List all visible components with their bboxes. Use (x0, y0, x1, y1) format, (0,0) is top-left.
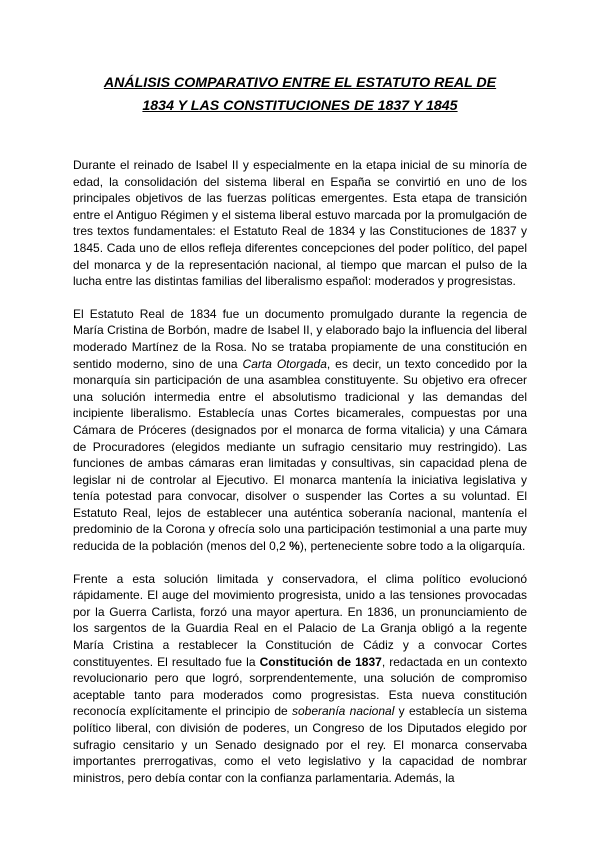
paragraph-text: y establecía un sistema político liberal, con división de poderes, un Congreso de los Diputados elegido por sufragio censitario y un Senado designado por el rey. El monarca conservaba importantes prerrogativas, como el veto legislativo y la capacidad de nombrar ministros, pero debía contar con la confianza parlamentaria. Además, la (73, 704, 527, 785)
title-line-1: ANÁLISIS COMPARATIVO ENTRE EL ESTATUTO REAL DE (103, 75, 497, 91)
italic-term: Carta Otorgada (242, 356, 327, 371)
paragraph-text: , es decir, un texto concedido por la monarquía sin participación de una asamblea constituyente. Su objetivo era ofrecer una solución intermedia entre el absolutismo tradicional y las demandas del incipiente liberalismo. Establecía unas Cortes bicamerales, compuestas por una Cámara de Próceres (designados por el monarca de forma vitalicia) y una Cámara de Procuradores (elegidos mediante un sufragio censitario muy restringido). Las funciones de ambas cámaras eran limitadas y consultivas, sin capacidad plena de legislar ni de controlar al Ejecutivo. El monarca mantenía la iniciativa legislativa y tenía potestad para convocar, disolver o suspender las Cortes a su voluntad. El Estatuto Real, lejos de establecer una auténtica soberanía nacional, mantenía el predominio de la Corona y ofrecía solo una participación testimonial a una parte muy reducida de la población (menos del 0,2 (73, 356, 527, 554)
title-line-2: 1834 Y LAS CONSTITUCIONES DE 1837 Y 1845 (142, 98, 458, 114)
paragraph-text: , redactada en un contexto revolucionario pero que logró, sorprendentemente, una solución de compromiso aceptable tanto para moderados como progresistas. Esta nueva constitución reconocía explícitamente el principio de (73, 654, 527, 719)
paragraph-text: Frente a esta solución limitada y conservadora, el clima político evolucionó rápidamente. El auge del movimiento progresista, unido a las tensiones provocadas por la Guerra Carlista, forzó una mayor apertura. En 1836, un pronunciamiento de los sargentos de la Guardia Real en el Palacio de La Granja obligó a la regente María Cristina a restablecer la Constitución de Cádiz y a convocar Cortes constituyentes. El resultado fue la (73, 571, 527, 669)
italic-term: soberanía nacional (291, 704, 395, 719)
bold-term: Constitución de 1837 (259, 654, 382, 669)
paragraph-text: ), perteneciente sobre todo a la oligarquía. (299, 539, 526, 554)
paragraph-intro: Durante el reinado de Isabel II y especialmente en la etapa inicial de su minoría de edad, la consolidación del sistema liberal en España se convirtió en uno de los principales objetivos de las fuerzas políticas emergentes. Esta etapa de transición entre el Antiguo Régimen y el sistema liberal estuvo marcada por la promulgación de tres textos fundamentales: el Estatuto Real de 1834 y las Constituciones de 1837 y 1845. Cada uno de ellos refleja diferentes concepciones del poder político, del papel del monarca y de la representación nacional, al tiempo que marcan el pulso de la lucha entre las distintas familias del liberalismo español: moderados y progresistas. (73, 158, 527, 289)
document-title (73, 72, 527, 118)
paragraph-estatuto-real (73, 306, 527, 555)
paragraph-constitucion-1837 (73, 571, 527, 787)
paragraph-text: El Estatuto Real de 1834 fue un documento promulgado durante la regencia de María Cristina de Borbón, madre de Isabel II, y elaborado bajo la influencia del liberal moderado Martínez de la Rosa. No se trataba propiamente de una constitución en sentido moderno, sino de una (73, 306, 527, 371)
bold-symbol: % (289, 539, 300, 554)
